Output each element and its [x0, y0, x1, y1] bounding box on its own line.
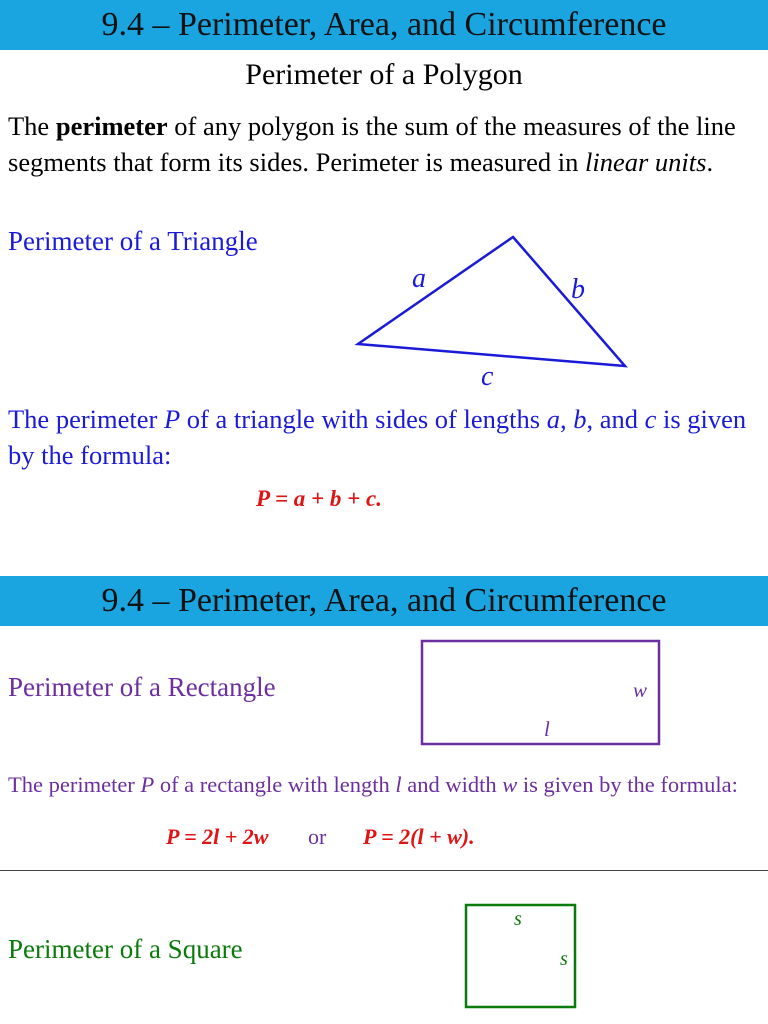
rectangle-formula-or: or — [308, 824, 327, 849]
rect-text-4: is given by the formula: — [517, 772, 738, 797]
triangle-label-a: a — [412, 263, 426, 294]
tri-text-1: The perimeter — [8, 404, 164, 434]
slide2-banner — [0, 576, 768, 626]
rectangle-diagram — [420, 638, 665, 748]
tri-text-and: , and — [586, 404, 645, 434]
square-label-right: s — [560, 948, 568, 970]
rectangle-shape — [422, 641, 659, 744]
rect-text-w: w — [502, 772, 518, 797]
slide1-banner-title: 9.4 – Perimeter, Area, and Circumference — [101, 6, 667, 43]
triangle-label-b: b — [571, 274, 585, 305]
section-divider — [0, 870, 768, 871]
square-diagram — [463, 902, 579, 1010]
rectangle-description — [8, 770, 763, 800]
slide1-banner — [0, 0, 768, 50]
definition-body: of any polygon is the sum of the measures of the line segments that form its sides. Perimeter is measured in — [8, 111, 736, 177]
tri-text-comma: , — [559, 404, 574, 434]
rectangle-label-w: w — [633, 678, 648, 702]
tri-text-b: b — [573, 404, 587, 434]
triangle-description — [8, 401, 763, 473]
triangle-diagram — [340, 225, 650, 395]
triangle-heading: Perimeter of a Triangle — [8, 226, 258, 256]
triangle-formula: P = a + b + c. — [256, 486, 382, 511]
slide1-subtitle: Perimeter of a Polygon — [245, 58, 523, 91]
definition-end: . — [706, 147, 714, 177]
definition-term: perimeter — [55, 111, 168, 141]
tri-text-3: is given by the formula: — [8, 404, 747, 470]
rectangle-label-l: l — [544, 717, 550, 741]
square-label-top: s — [514, 908, 522, 930]
definition-the: The — [8, 111, 50, 141]
tri-text-2: of a triangle with sides of lengths — [180, 404, 547, 434]
rectangle-formula-2: P = 2(l + w). — [363, 824, 475, 849]
rect-text-1: The perimeter — [8, 772, 141, 797]
rectangle-formula-1: P = 2l + 2w — [166, 824, 269, 849]
perimeter-definition — [8, 108, 763, 180]
definition-units: linear units — [585, 147, 707, 177]
tri-text-P: P — [163, 404, 181, 434]
tri-text-a: a — [546, 404, 560, 434]
rect-text-2: of a rectangle with length — [154, 772, 396, 797]
rectangle-heading: Perimeter of a Rectangle — [8, 672, 276, 702]
square-heading: Perimeter of a Square — [8, 934, 243, 964]
tri-text-c: c — [644, 404, 657, 434]
rect-text-P: P — [140, 772, 155, 797]
rect-text-3: and width — [401, 772, 503, 797]
rect-text-l: l — [395, 772, 402, 797]
triangle-label-c: c — [481, 361, 494, 392]
slide2-banner-title: 9.4 – Perimeter, Area, and Circumference — [101, 582, 667, 619]
